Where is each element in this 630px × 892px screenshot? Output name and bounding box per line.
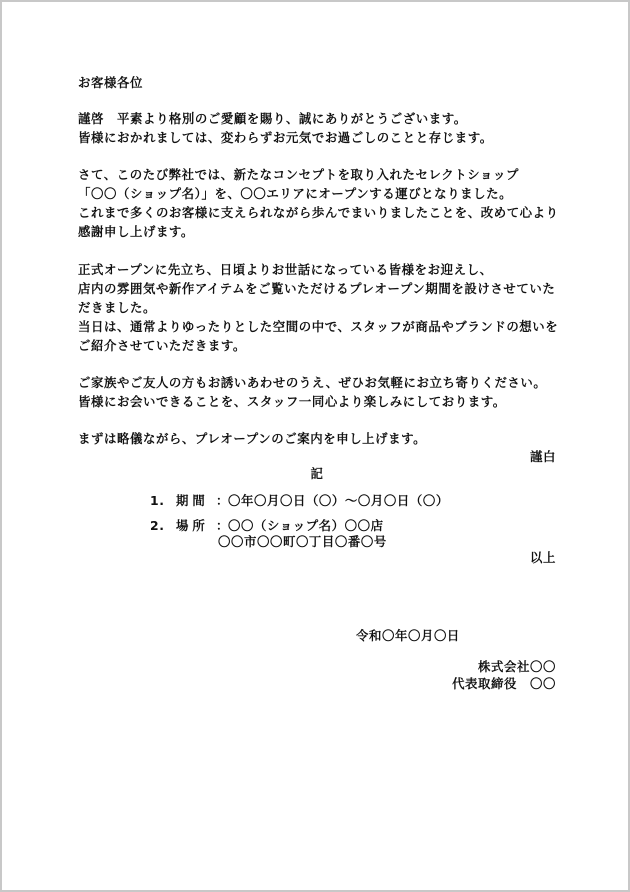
representative: 代表取締役 〇〇 [452,676,556,691]
date: 令和〇年〇月〇日 [356,628,460,643]
item-label: 場所 [176,518,209,533]
item-number: 2. [150,518,165,533]
ki-heading: 記 [310,466,324,481]
paragraph2-line-5: ご紹介させていただきます。 [78,338,246,353]
item-location-address: 〇〇市〇〇町〇丁目〇番〇号 [218,534,387,549]
item-value: 〇〇（ショップ名）〇〇店 [228,518,384,533]
paragraph1-line-2: 「〇〇（ショップ名）」を、〇〇エリアにオープンする運びとなりました。 [78,186,513,201]
paragraph1-line-4: 感謝申し上げます。 [78,224,194,239]
item-number: 1. [150,493,165,508]
item-label: 期間 [176,493,209,508]
closing-sentence: まずは略儀ながら、プレオープンのご案内を申し上げます。 [78,431,427,446]
greeting-line-2: 皆様におかれましては、変わらずお元気でお過ごしのことと存じます。 [78,130,493,145]
company-name: 株式会社〇〇 [478,659,556,674]
paragraph3-line-2: 皆様にお会いできることを、スタッフ一同心より楽しみにしております。 [78,394,506,409]
addressee: お客様各位 [78,75,143,90]
paragraph2-line-4: 当日は、通常よりゆったりとした空間の中で、スタッフが商品やブランドの想いを [78,319,559,334]
paragraph3-line-1: ご家族やご友人の方もお誘いあわせのうえ、ぜひお気軽にお立ち寄りください。 [78,375,547,390]
item-period [150,491,449,510]
paragraph2-line-3: だきました。 [78,300,156,315]
paragraph1-line-1: さて、このたび弊社では、新たなコンセプトを取り入れたセレクトショップ [78,167,519,182]
greeting-line-1: 謹啓 平素より格別のご愛顧を賜り、誠にありがとうございます。 [78,111,467,126]
item-value: 〇年〇月〇日（〇）～〇月〇日（〇） [228,493,449,508]
closing-word: 謹白 [530,449,556,464]
ijou: 以上 [530,550,556,565]
paragraph1-line-3: これまで多くのお客様に支えられながら歩んでまいりましたことを、改めて心より [78,205,559,220]
paragraph2-line-2: 店内の雰囲気や新作アイテムをご覧いただけるプレオープン期間を設けさせていた [78,281,556,296]
item-separator: ： [216,493,229,508]
paragraph2-line-1: 正式オープンに先立ち、日頃よりお世話になっている皆様をお迎えし、 [78,262,493,277]
item-separator: ： [216,518,229,533]
